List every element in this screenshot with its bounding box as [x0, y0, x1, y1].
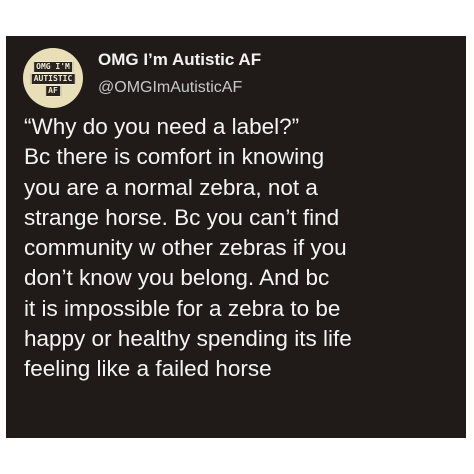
tweet-text-line: it is impossible for a zebra to be [24, 295, 341, 321]
avatar-logo-text-line: AF [45, 85, 61, 97]
tweet-text [24, 112, 460, 385]
tweet-card [6, 36, 466, 438]
display-name[interactable]: OMG I’m Autistic AF [98, 50, 262, 69]
tweet-text-line: “Why do you need a label?” [24, 114, 300, 139]
avatar-logo-text-line: AUTISTIC [31, 73, 76, 85]
avatar-logo-text-line: OMG I'M [33, 61, 73, 73]
tweet-text-line: you are a normal zebra, not a [24, 174, 318, 200]
tweet-text-line: happy or healthy spending its life [24, 326, 352, 352]
user-handle[interactable]: @OMGImAutisticAF [98, 79, 243, 96]
tweet-text-line: community w other zebras if you [24, 235, 347, 261]
tweet-text-line: strange horse. Bc you can’t find [24, 204, 340, 230]
avatar[interactable] [23, 48, 83, 108]
tweet-text-line: feeling like a failed horse [24, 356, 272, 382]
tweet-text-line: don’t know you belong. And bc [24, 265, 330, 291]
tweet-text-line: Bc there is comfort in knowing [24, 144, 325, 170]
